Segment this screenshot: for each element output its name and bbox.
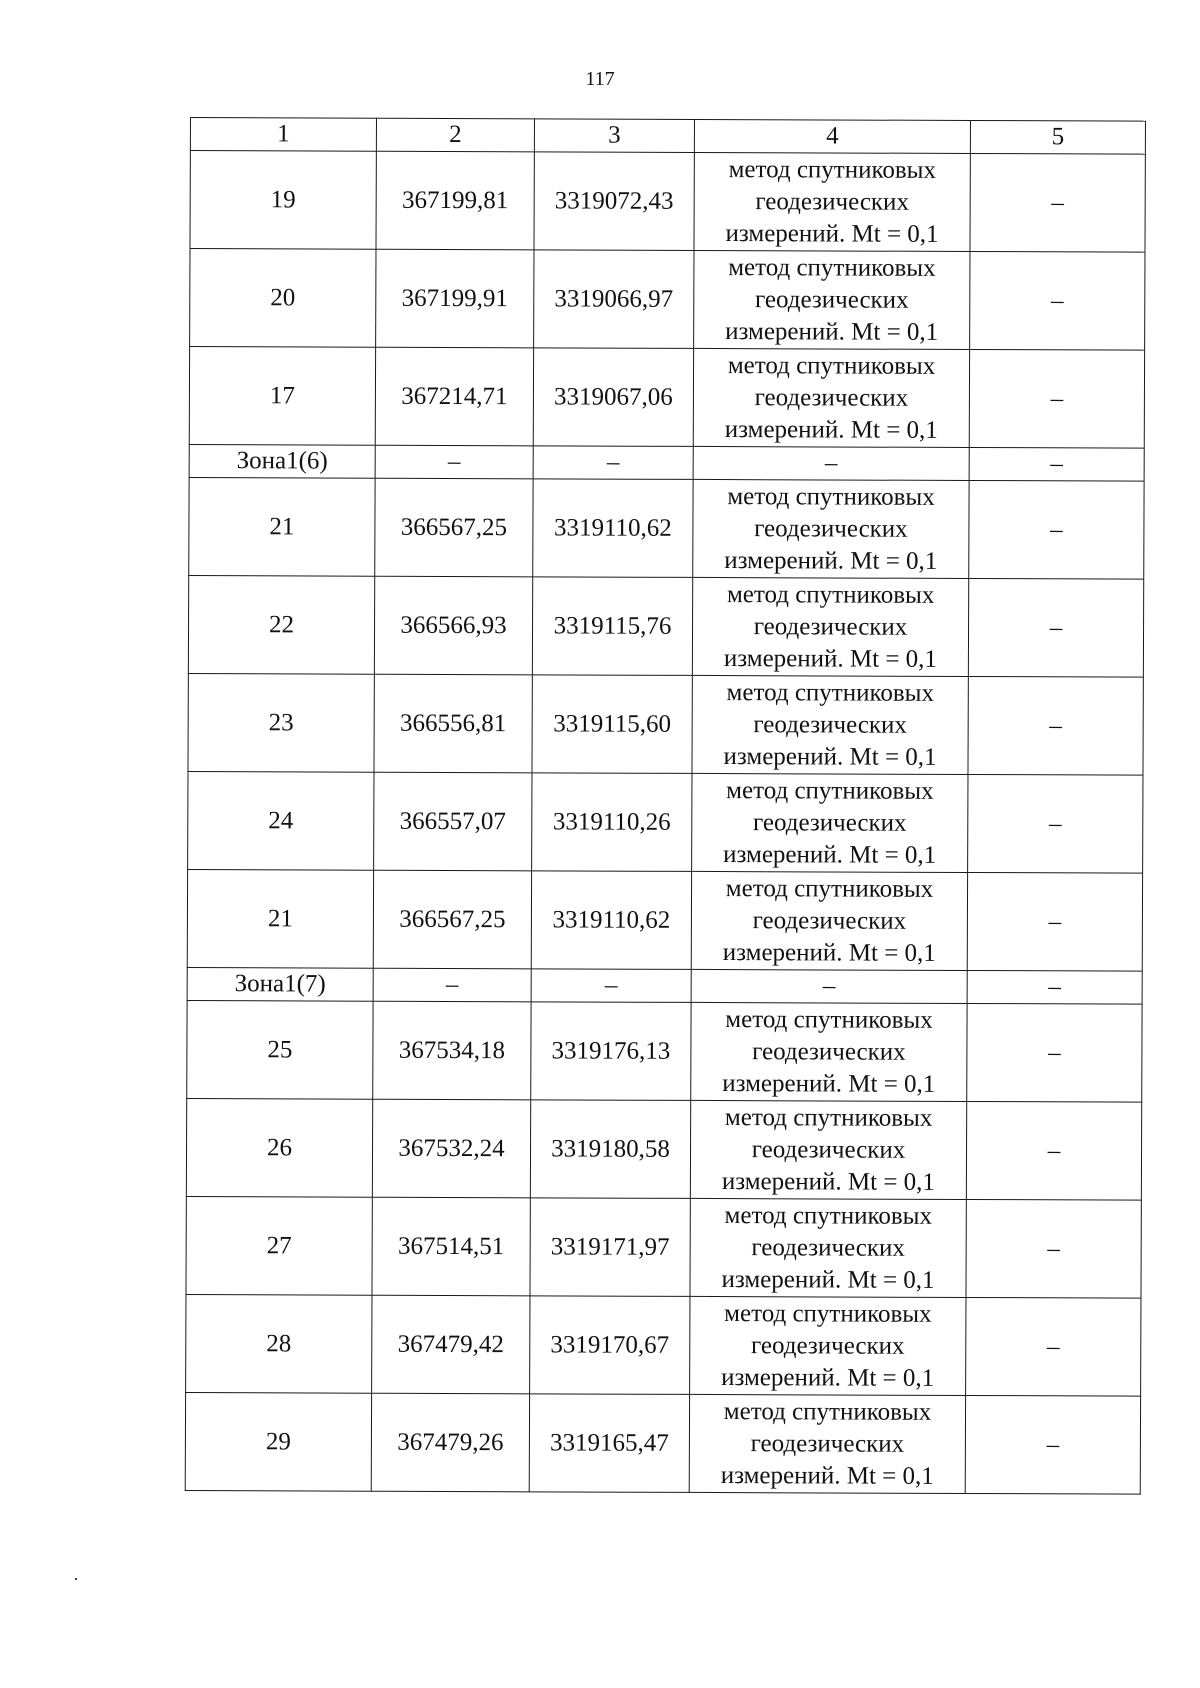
note-cell: –: [970, 251, 1145, 350]
method-cell: метод спутниковых геодезических измерений. Mt = 0,1: [690, 1296, 966, 1395]
method-cell: метод спутниковых геодезических измерений. Mt = 0,1: [694, 250, 970, 349]
x-coordinate-cell: 366567,25: [373, 870, 531, 969]
x-coordinate-cell: 367199,81: [376, 151, 534, 250]
point-number-cell: 23: [188, 673, 374, 772]
y-coordinate-cell: 3319072,43: [534, 152, 694, 251]
point-number-cell: 20: [190, 249, 376, 348]
x-coordinate-cell: 366557,07: [374, 772, 532, 871]
zone-row: [189, 444, 1144, 481]
point-number-cell: 22: [188, 575, 374, 674]
scan-speck: [75, 1578, 77, 1580]
method-cell: метод спутниковых геодезических измерений. Mt = 0,1: [692, 577, 968, 676]
y-coordinate-cell: 3319110,26: [532, 773, 692, 872]
x-coordinate-cell: 367532,24: [372, 1099, 530, 1198]
x-coordinate-cell: 367514,51: [372, 1197, 530, 1296]
table-row: [187, 869, 1142, 971]
note-cell: –: [968, 676, 1143, 775]
y-coordinate-cell: 3319115,60: [532, 675, 692, 774]
table-row: [190, 151, 1145, 253]
y-coordinate-cell: 3319110,62: [531, 871, 691, 970]
table-row: [187, 1000, 1142, 1102]
point-number-cell: 28: [186, 1294, 372, 1393]
note-cell: –: [967, 1003, 1142, 1102]
table-row: [188, 673, 1143, 775]
y-coordinate-cell: 3319176,13: [531, 1002, 691, 1101]
x-coordinate-cell: 366556,81: [374, 674, 532, 773]
note-cell: –: [967, 970, 1142, 1004]
table-row: [186, 1098, 1141, 1200]
method-cell: метод спутниковых геодезических измерений. Mt = 0,1: [692, 675, 968, 774]
table-row: [188, 771, 1143, 873]
note-cell: –: [966, 1297, 1141, 1396]
x-coordinate-cell: 367199,91: [376, 249, 534, 348]
x-coordinate-cell: 366567,25: [375, 478, 533, 577]
y-coordinate-cell: 3319165,47: [529, 1394, 689, 1493]
method-cell: метод спутниковых геодезических измерений. Mt = 0,1: [690, 1198, 966, 1297]
point-number-cell: Зона1(7): [187, 967, 373, 1001]
note-cell: –: [968, 578, 1143, 677]
y-coordinate-cell: 3319180,58: [530, 1100, 690, 1199]
x-coordinate-cell: 366566,93: [374, 576, 532, 675]
method-cell: метод спутниковых геодезических измерений. Mt = 0,1: [694, 152, 970, 251]
table-header-row: [190, 118, 1145, 155]
table-row: [186, 1294, 1141, 1396]
x-coordinate-cell: 367479,26: [371, 1393, 529, 1492]
note-cell: –: [969, 480, 1144, 579]
method-cell: метод спутниковых геодезических измерений. Mt = 0,1: [689, 1394, 965, 1493]
x-coordinate-cell: –: [375, 445, 533, 479]
page-number: 117: [585, 68, 615, 90]
note-cell: –: [966, 1199, 1141, 1298]
y-coordinate-cell: –: [533, 446, 693, 480]
point-number-cell: 25: [187, 1000, 373, 1099]
table-row: [189, 347, 1144, 449]
y-coordinate-cell: 3319171,97: [530, 1198, 690, 1297]
point-number-cell: 17: [189, 347, 375, 446]
coordinates-table: [185, 117, 1146, 1495]
y-coordinate-cell: 3319110,62: [533, 479, 693, 578]
point-number-cell: Зона1(6): [189, 444, 375, 478]
point-number-cell: 24: [188, 771, 374, 870]
note-cell: –: [968, 774, 1143, 873]
point-number-cell: 19: [190, 151, 376, 250]
method-cell: метод спутниковых геодезических измерений. Mt = 0,1: [690, 1100, 966, 1199]
method-cell: –: [691, 969, 967, 1003]
y-coordinate-cell: 3319170,67: [530, 1296, 690, 1395]
y-coordinate-cell: 3319066,97: [534, 250, 694, 349]
table-row: [189, 477, 1144, 579]
note-cell: –: [967, 872, 1142, 971]
table-row: [186, 1196, 1141, 1298]
point-number-cell: 27: [186, 1196, 372, 1295]
x-coordinate-cell: 367534,18: [373, 1001, 531, 1100]
method-cell: метод спутниковых геодезических измерений. Mt = 0,1: [691, 871, 967, 970]
point-number-cell: 29: [185, 1392, 371, 1491]
method-cell: –: [693, 446, 969, 480]
method-cell: метод спутниковых геодезических измерений. Mt = 0,1: [693, 348, 969, 447]
y-coordinate-cell: 3319067,06: [533, 348, 693, 447]
header-cell: 5: [970, 120, 1145, 154]
point-number-cell: 21: [187, 869, 373, 968]
zone-row: [187, 967, 1142, 1004]
y-coordinate-cell: 3319115,76: [532, 577, 692, 676]
note-cell: –: [969, 349, 1144, 448]
note-cell: –: [965, 1395, 1140, 1494]
point-number-cell: 26: [186, 1098, 372, 1197]
note-cell: –: [970, 153, 1145, 252]
x-coordinate-cell: 367214,71: [375, 347, 533, 446]
point-number-cell: 21: [189, 477, 375, 576]
table-row: [185, 1392, 1140, 1494]
method-cell: метод спутниковых геодезических измерений. Mt = 0,1: [693, 479, 969, 578]
header-cell: 1: [190, 118, 376, 152]
table-row: [190, 249, 1145, 351]
method-cell: метод спутниковых геодезических измерений. Mt = 0,1: [692, 773, 968, 872]
y-coordinate-cell: –: [531, 969, 691, 1003]
header-cell: 3: [534, 119, 694, 153]
table-body: [185, 118, 1145, 1495]
method-cell: метод спутниковых геодезических измерений. Mt = 0,1: [691, 1002, 967, 1101]
note-cell: –: [966, 1101, 1141, 1200]
x-coordinate-cell: –: [373, 968, 531, 1002]
table-row: [188, 575, 1143, 677]
header-cell: 4: [694, 119, 970, 153]
note-cell: –: [969, 447, 1144, 481]
header-cell: 2: [376, 118, 534, 152]
x-coordinate-cell: 367479,42: [372, 1295, 530, 1394]
